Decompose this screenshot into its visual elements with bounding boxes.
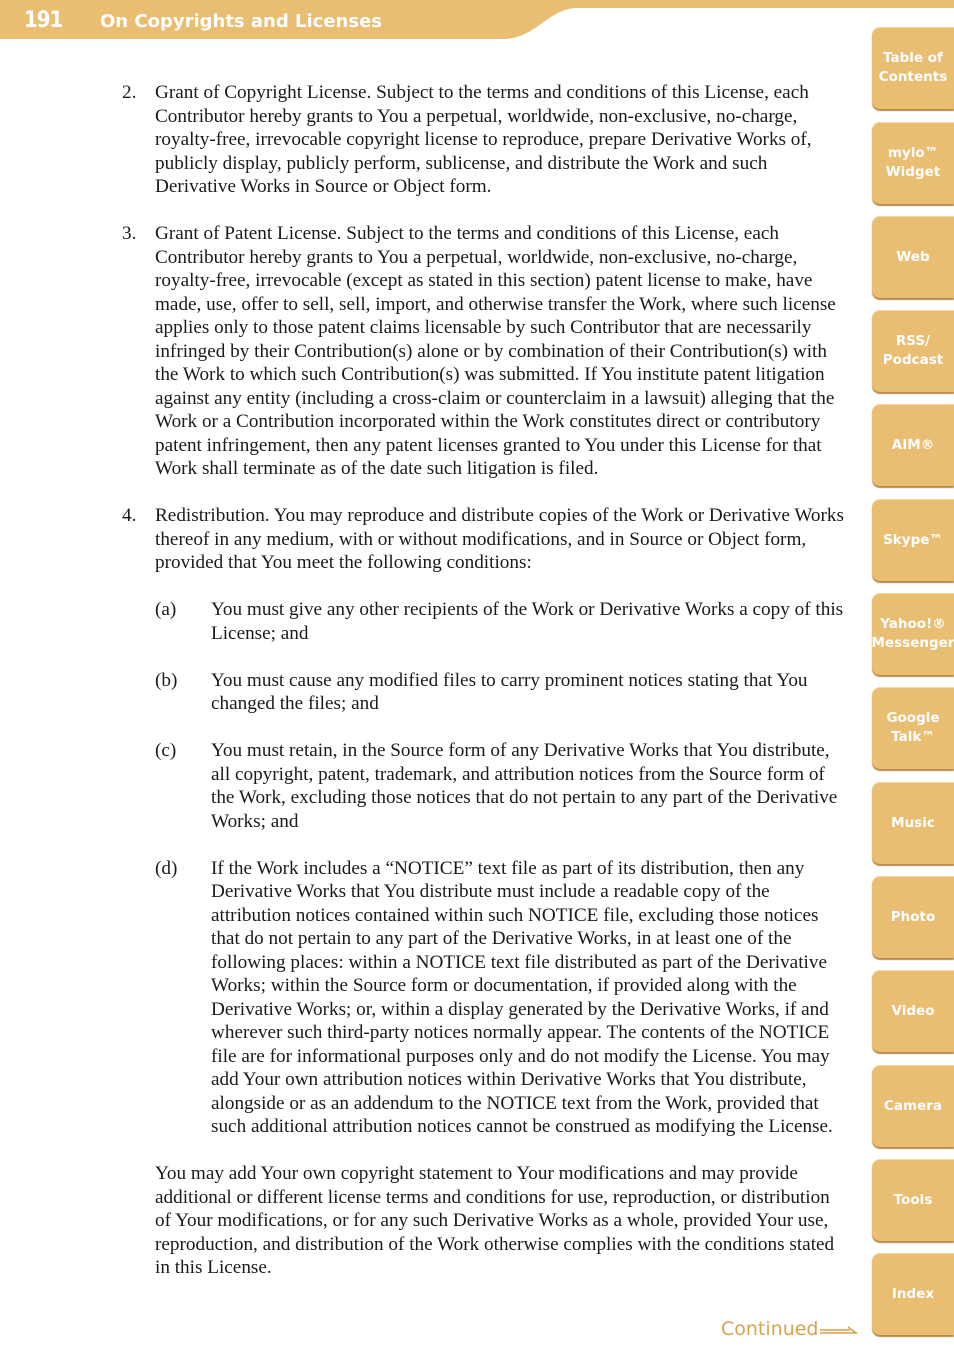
tab-web[interactable]: Web	[872, 216, 954, 298]
condition-text: You must give any other recipients of the Work or Derivative Works a copy of this License; and	[211, 599, 844, 644]
tab-mylo-widget[interactable]: mylo™ Widget	[872, 122, 954, 204]
condition-letter: (c)	[155, 740, 177, 761]
condition-a	[155, 598, 848, 645]
clause-text: Grant of Patent License. Subject to the terms and conditions of this License, each Contributor hereby grants to You a perpetual, worldwide, non-exclusive, no-charge, royalty-free, irrevocable (except as stated in this section) patent license to make, have made, use, offer to sell, sell, import, and otherwise transfer the Work, where such license applies only to those patent claims licensable by such Contributor that are necessarily infringed by their Contribution(s) alone or by combination of their Contribution(s) with the Work to which such Contribution(s) was submitted. If You institute patent litigation against any entity (including a cross-claim or counterclaim in a lawsuit) alleging that the Work or a Contribution incorporated within the Work constitutes direct or contributory patent infringement, then any patent licenses granted to You under this License for that Work shall terminate as of the date such litigation is filed.	[155, 223, 836, 479]
condition-letter: (a)	[155, 599, 177, 620]
page-number: 191	[24, 8, 63, 33]
condition-text: You must cause any modified files to carry prominent notices stating that You changed the files; and	[211, 669, 808, 714]
page-header	[0, 0, 954, 40]
condition-letter: (b)	[155, 669, 178, 691]
clause-number: 2.	[122, 82, 137, 103]
arrow-right-icon	[820, 1325, 860, 1337]
license-text	[120, 81, 848, 1303]
condition-letter: (d)	[155, 857, 178, 879]
tab-tools[interactable]: Tools	[872, 1159, 954, 1241]
section-title: On Copyrights and Licenses	[100, 11, 382, 32]
condition-d	[155, 857, 848, 1139]
tab-aim[interactable]: AIM®	[872, 404, 954, 486]
tab-table-of-contents[interactable]: Table of Contents	[872, 27, 954, 109]
clause-text: Grant of Copyright License. Subject to the terms and conditions of this License, each Contributor hereby grants to You a perpetual, worldwide, non-exclusive, no-charge, royalty-free, irrevocable copyright license to reproduce, prepare Derivative Works of, publicly display, publicly perform, sublicense, and distribute the Work and such Derivative Works in Source or Object form.	[155, 82, 812, 197]
condition-text: You must retain, in the Source form of any Derivative Works that You distribute, all copyright, patent, trademark, and attribution notices from the Source form of the Work, excluding those notices that do not pertain to any part of the Derivative Works; and	[211, 740, 838, 832]
condition-text: If the Work includes a “NOTICE” text file as part of its distribution, then any Derivative Works that You distribute must include a readable copy of the attribution notices contained within such NOTICE file, excluding those notices that do not pertain to any part of the Derivative Works, in at least one of the following places: within a NOTICE text file distributed as part of the Derivative Works; within the Source form or documentation, if provided along with the Derivative Works; or, within a display generated by the Derivative Works, if and wherever such third-party notices normally appear. The contents of the NOTICE file are for informational purposes only and do not modify the License. You may add Your own attribution notices within Derivative Works that You distribute, alongside or as an addendum to the NOTICE text from the Work, provided that such additional attribution notices cannot be construed as modifying the License.	[211, 857, 833, 1137]
tab-google-talk[interactable]: Google Talk™	[872, 687, 954, 769]
tab-index[interactable]: Index	[872, 1253, 954, 1335]
clause-number: 4.	[122, 505, 137, 526]
tab-skype[interactable]: Skype™	[872, 499, 954, 581]
tab-camera[interactable]: Camera	[872, 1065, 954, 1147]
tab-video[interactable]: Video	[872, 970, 954, 1052]
clause-3	[120, 222, 848, 481]
tab-yahoo-messenger[interactable]: Yahoo!® Messenger	[872, 593, 954, 675]
tab-music[interactable]: Music	[872, 782, 954, 864]
clause-4	[120, 504, 848, 1280]
tab-rss-podcast[interactable]: RSS/ Podcast	[872, 310, 954, 392]
condition-b	[155, 669, 848, 716]
continued-link[interactable]: Continued	[721, 1318, 819, 1340]
clause-4-conditions	[155, 598, 848, 1139]
tab-photo[interactable]: Photo	[872, 876, 954, 958]
clause-2	[120, 81, 848, 199]
condition-c	[155, 739, 848, 833]
closing-paragraph: You may add Your own copyright statement to Your modifications and may provide additional or different license terms and conditions for use, reproduction, or distribution of Your modifications, or for any such Derivative Works as a whole, provided Your use, reproduction, and distribution of the Work otherwise complies with the conditions stated in this License.	[155, 1163, 835, 1278]
clause-text: Redistribution. You may reproduce and distribute copies of the Work or Derivative Works thereof in any medium, with or without modifications, and in Source or Object form, provided that You meet the following conditions:	[155, 505, 844, 573]
clause-number: 3.	[122, 223, 137, 244]
